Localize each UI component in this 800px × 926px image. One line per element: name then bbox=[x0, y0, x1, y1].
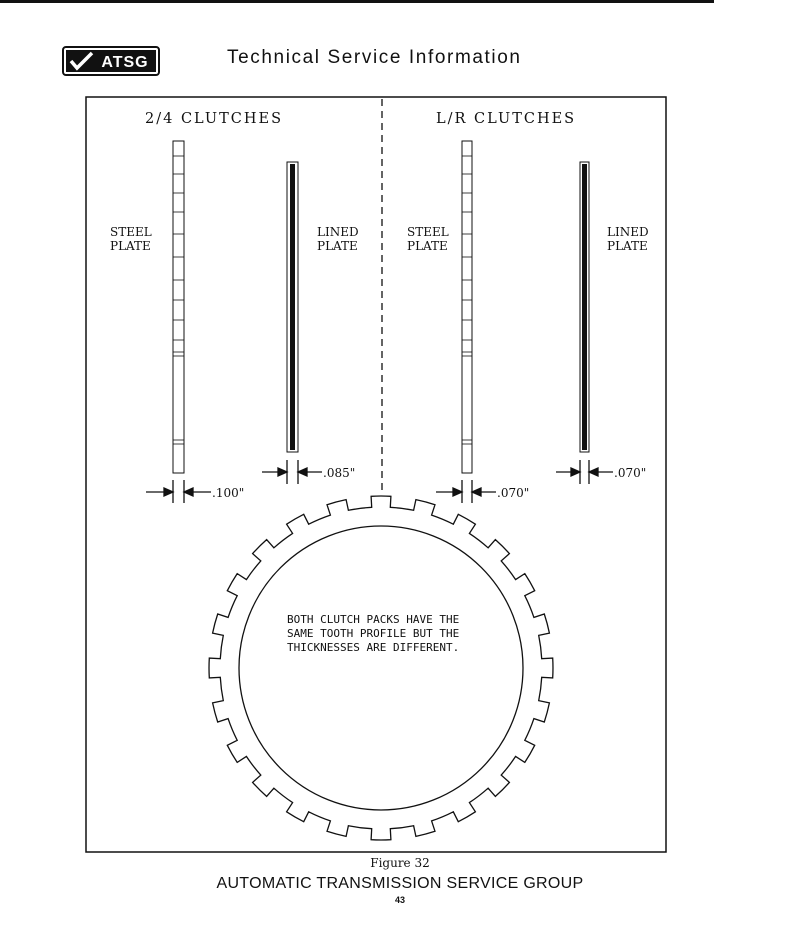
right-lined-dimension bbox=[556, 460, 613, 484]
clutch-plate-ring bbox=[209, 496, 553, 840]
section-title-left: 2/4 CLUTCHES bbox=[145, 111, 284, 127]
left-steel-plate bbox=[173, 141, 184, 473]
right-steel-label: STEEL PLATE bbox=[407, 225, 449, 253]
left-lined-dimension bbox=[262, 460, 322, 484]
left-steel-thickness: .100" bbox=[212, 486, 245, 500]
logo-text: ATSG bbox=[101, 54, 149, 71]
right-steel-dimension bbox=[436, 480, 496, 503]
right-steel-plate bbox=[462, 141, 472, 473]
gear-tooth-outline bbox=[209, 496, 553, 840]
inner-ring bbox=[239, 526, 523, 810]
clutch-note: BOTH CLUTCH PACKS HAVE THE SAME TOOTH PROFILE BUT THE THICKNESSES ARE DIFFERENT. bbox=[287, 613, 460, 654]
footer-group-name: AUTOMATIC TRANSMISSION SERVICE GROUP bbox=[216, 875, 584, 892]
page-header-title: Technical Service Information bbox=[227, 47, 522, 68]
right-lined-plate bbox=[580, 162, 589, 452]
right-lined-label: LINED PLATE bbox=[607, 225, 649, 253]
left-steel-label: STEEL PLATE bbox=[110, 225, 152, 253]
right-lined-thickness: .070" bbox=[614, 466, 647, 480]
section-title-right: L/R CLUTCHES bbox=[436, 111, 577, 127]
right-steel-thickness: .070" bbox=[497, 486, 530, 500]
figure-caption: Figure 32 bbox=[370, 856, 430, 870]
left-lined-label: LINED PLATE bbox=[317, 225, 359, 253]
left-steel-dimension bbox=[146, 480, 211, 503]
page-number: 43 bbox=[394, 895, 405, 905]
left-lined-thickness: .085" bbox=[323, 466, 356, 480]
left-lined-plate bbox=[287, 162, 298, 452]
